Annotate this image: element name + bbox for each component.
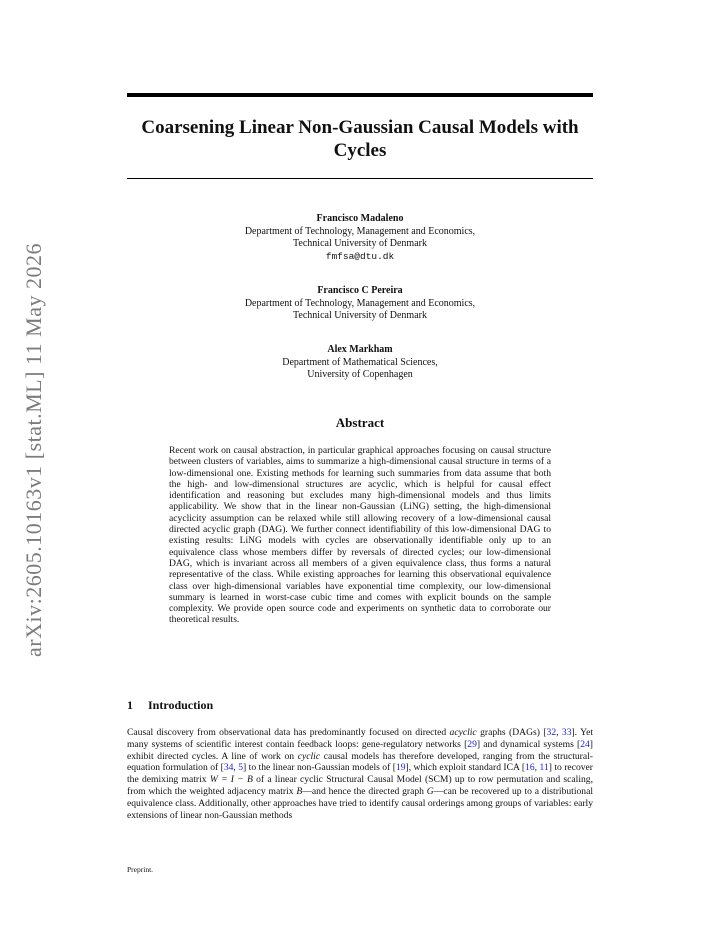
section-number: 1 xyxy=(127,698,133,712)
abstract-body: Recent work on causal abstraction, in particular graphical approaches focusing on causal structure between clusters of variables, aims to summarize a high-dimensional causal structure in terms of a low-dimensional one. Existing methods for learning such summaries from data assume that both the high- and low-dimensional structures are acyclic, which is helpful for causal effect identification and reasoning but excludes many high-dimensional models and thus limits applicability. We show that in the linear non-Gaussian (LiNG) setting, the high-dimensional acyclicity assumption can be relaxed while still allowing recovery of a low-dimensional causal directed acyclic graph (DAG). We further connect identifiability of this low-dimensional DAG to existing results: LiNG models with cycles are observationally identifiable only up to an equivalence class whose members differ by reversals of directed cycles; our low-dimensional DAG, which is invariant across all members of a given equivalence class, thus forms a natural representative of the class. While existing approaches for learning this observational equivalence class over high-dimensional variables have exponential time complexity, our low-dimensional summary is learned in worst-case cubic time and comes with explicit bounds on the sample complexity. We provide open source code and experiments on synthetic data to corroborate our theoretical results. xyxy=(169,445,551,626)
citation-link[interactable]: 29 xyxy=(467,738,477,750)
math-expression: B xyxy=(296,785,303,797)
title-top-rule xyxy=(127,93,593,97)
math-expression: W = I − B xyxy=(209,774,253,786)
author-block-3 xyxy=(127,344,593,382)
citation-link[interactable]: 33 xyxy=(561,727,572,738)
author-email[interactable]: fmfsa@dtu.dk xyxy=(325,250,395,262)
author-affiliation: Technical University of Denmark xyxy=(293,310,427,321)
author-name: Francisco C Pereira xyxy=(317,285,403,296)
section-title: Introduction xyxy=(148,698,214,712)
citation-link[interactable]: 11 xyxy=(539,762,549,774)
introduction-paragraph: Causal discovery from observational data has predominantly focused on directed acyclic graphs (DAGs) [32, 33]. Yet many systems of scientific interest contain feedback loops: gene-regulatory networks [29] and dynamical systems [24] exhibit directed cycles. A line of work on cyclic causal models has therefore developed, ranging from the structural-equation formulation of [34, 5] to the linear non-Gaussian models of [19], which exploit standard ICA [16, 11] to recover the demixing matrix W = I − B of a linear cyclic Structural Causal Model (SCM) up to row permutation and scaling, from which the weighted adjacency matrix B—and hence the directed graph G—can be recovered up to a distributional equivalence class. Additionally, other approaches have tried to identify causal orderings among groups of variables: early extensions of linear non-Gaussian methods xyxy=(127,727,594,821)
author-name: Francisco Madaleno xyxy=(316,213,404,224)
section-heading-introduction xyxy=(127,698,213,713)
citation-link[interactable]: 34 xyxy=(223,762,234,774)
citation-link[interactable]: 19 xyxy=(395,762,406,774)
author-affiliation: University of Copenhagen xyxy=(307,369,413,380)
math-expression: G xyxy=(426,785,434,797)
arxiv-identifier-text: arXiv:2605.10163v1 [stat.ML] 11 May 2026 xyxy=(21,243,46,657)
paper-title: Coarsening Linear Non-Gaussian Causal Models with Cycles xyxy=(141,117,579,161)
author-affiliation: Department of Technology, Management and Economics, xyxy=(244,225,476,237)
citation-link[interactable]: 16 xyxy=(525,762,535,774)
author-affiliation: Department of Mathematical Sciences, xyxy=(282,356,438,368)
abstract-heading: Abstract xyxy=(335,415,385,430)
citation-link[interactable]: 32 xyxy=(546,727,557,738)
arxiv-identifier xyxy=(14,245,54,655)
author-name: Alex Markham xyxy=(327,344,393,355)
author-affiliation: Technical University of Denmark xyxy=(293,238,427,249)
author-affiliation: Department of Technology, Management and Economics, xyxy=(244,297,476,309)
citation-link[interactable]: 24 xyxy=(580,738,590,750)
title-bottom-rule xyxy=(127,178,593,179)
footer-note: Preprint. xyxy=(127,865,154,874)
author-block-1 xyxy=(127,213,593,263)
citation-link[interactable]: 5 xyxy=(238,762,244,774)
author-block-2 xyxy=(127,285,593,323)
